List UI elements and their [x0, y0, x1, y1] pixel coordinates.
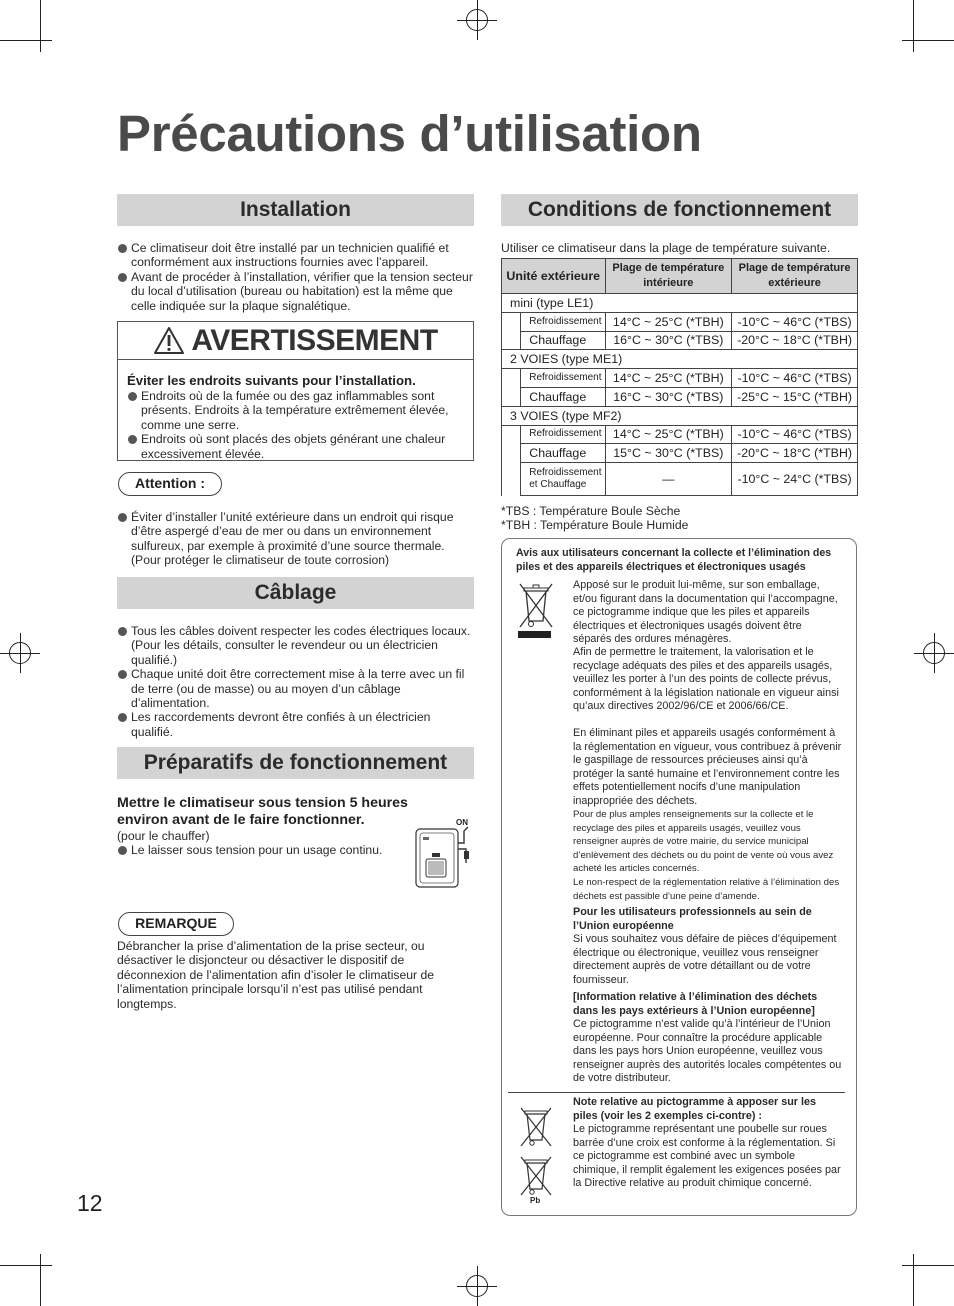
table-cell: 14°C ~ 25°C (*TBH) [605, 425, 732, 444]
warning-title-bar [118, 322, 473, 360]
disposal-paragraph: Le non-respect de la réglementation relative à l’élimination des déchets est passible d’une peine d’amende. [573, 877, 840, 902]
power-unit-icon [414, 823, 472, 889]
table-cell: Refroidissement et Chauffage [521, 463, 605, 496]
footnote: *TBS : Température Boule Sèche [501, 504, 681, 518]
non-eu-title: [Information relative à l’élimination des déchets dans les pays extérieurs à l’Union européenne] [573, 991, 818, 1017]
preparatifs-heading: Préparatifs de fonctionnement [117, 747, 474, 779]
divider [508, 1092, 845, 1093]
preparatifs-note: (pour le chauffer) [117, 829, 210, 843]
list-item: Avant de procéder à l’installation, vérifier que la tension secteur du local d’utilisation (bureau ou habitation) est la même que celle indiquée sur la plaque signalétique. [117, 270, 473, 313]
registration-mark [0, 633, 40, 673]
table-cell: Chauffage [521, 331, 605, 350]
table-header: Plage de température extérieure [732, 259, 858, 294]
warning-list [127, 389, 465, 461]
disposal-paragraph: Pour de plus amples renseignements sur la collecte et le recyclage des piles et appareils usagés, veuillez vous renseigner auprès de votre mairie, du service municipal d’enlèvement des déchets ou du point de vente où vous avez acheté les articles concernés. [573, 809, 834, 875]
disposal-notice-title: Avis aux utilisateurs concernant la collecte et l’élimination des piles et des appareils électriques et électroniques usagés [516, 547, 832, 573]
list-item: Chaque unité doit être correctement mise à la terre avec un fil de terre (ou de masse) ou au moyen d’un câblage d’alimentation. [117, 667, 473, 710]
table-cell: Refroidissement [521, 312, 605, 331]
crop-mark [0, 1265, 52, 1266]
page-title: Précautions d’utilisation [117, 105, 702, 162]
remarque-text: Débrancher la prise d’alimentation de la prise secteur, ou désactiver le disjoncteur ou désactiver le dispositif de déconnexion de l’alimentation afin d’isoler le climatiseur de l’alimentation principale lorsqu’il n’est pas utilisé pendant longtemps. [117, 939, 435, 1011]
crossed-bin-icon [516, 1106, 556, 1148]
table-cell: Chauffage [521, 444, 605, 463]
preparatifs-instruction: Mettre le climatiseur sous tension 5 heures environ avant de le faire fonctionner. [117, 795, 408, 828]
warning-box [117, 321, 474, 461]
pb-label: Pb [530, 1196, 541, 1205]
list-item: Tous les câbles doivent respecter les codes électriques locaux. (Pour les détails, consulter le revendeur ou un électricien qualifié.) [117, 624, 473, 667]
temperature-table [501, 258, 858, 496]
table-group: mini (type LE1) [502, 294, 858, 313]
table-cell: -20°C ~ 18°C (*TBH) [732, 331, 858, 350]
disposal-paragraph: En éliminant piles et appareils usagés conformément à la réglementation en vigueur, vous contribuez à prévenir le gaspillage de ressources précieuses ainsi qu’à protéger la santé humaine et l’environnement contre les effets potentiellement nocifs d’une manipulation inappropriée des déchets. [573, 727, 842, 807]
crossed-bin-pb-icon [516, 1155, 556, 1197]
installation-list [117, 241, 473, 313]
table-group: 2 VOIES (type ME1) [502, 350, 858, 369]
crop-mark [902, 1265, 954, 1266]
disposal-paragraph: Afin de permettre le traitement, la valorisation et le recyclage adéquats des piles et des appareils usagés, veuillez les porter à l’un des points de collecte prévus, conformément à la législation nationale en vigueur ainsi qu’aux directives 2002/96/CE et 2006/66/CE. [573, 646, 839, 712]
remarque-label: REMARQUE [118, 912, 234, 936]
table-cell: 16°C ~ 30°C (*TBS) [605, 331, 732, 350]
crop-mark [913, 0, 914, 52]
device-on-label: ON [456, 818, 468, 827]
page-number: 12 [77, 1190, 103, 1216]
table-cell: Chauffage [521, 387, 605, 406]
table-cell: Refroidissement [521, 369, 605, 388]
table-footnotes [501, 504, 858, 532]
warning-title: AVERTISSEMENT [191, 323, 438, 357]
footnote: *TBH : Température Boule Humide [501, 518, 689, 532]
table-cell: Refroidissement [521, 425, 605, 444]
crop-mark [40, 1254, 41, 1306]
pictogram-note-title: Note relative au pictogramme à apposer sur les piles (voir les 2 exemples ci-contre) : [573, 1096, 817, 1122]
list-item: Ce climatiseur doit être installé par un technicien qualifié et conformément aux instructions fournies avec l’appareil. [117, 241, 473, 270]
cablage-list [117, 624, 473, 739]
table-group: 3 VOIES (type MF2) [502, 406, 858, 425]
disposal-paragraph: Apposé sur le produit lui-même, sur son emballage, et/ou figurant dans la documentation qui l’accompagne, ce pictogramme indique que les piles et appareils électriques et électroniques usagés doivent être séparés des ordures ménagères. [573, 579, 838, 645]
outdoor-unit-illustration [414, 818, 472, 889]
table-cell: -25°C ~ 15°C (*TBH) [732, 387, 858, 406]
table-cell: -10°C ~ 46°C (*TBS) [732, 425, 858, 444]
list-item: Les raccordements devront être confiés à un électricien qualifié. [117, 710, 473, 739]
crop-mark [902, 40, 954, 41]
conditions-heading: Conditions de fonctionnement [501, 194, 858, 226]
table-header: Plage de température intérieure [605, 259, 732, 294]
professional-users-title: Pour les utilisateurs professionnels au sein de l’Union européenne [573, 906, 812, 932]
table-cell: — [605, 463, 732, 496]
registration-mark [914, 633, 954, 673]
table-header: Unité extérieure [502, 259, 606, 294]
list-item: Le laisser sous tension pour un usage continu. [117, 843, 407, 857]
table-cell: -10°C ~ 24°C (*TBS) [732, 463, 858, 496]
pictogram-note-text: Le pictogramme représentant une poubelle sur roues barrée d’une croix est conforme à la réglementation. Si ce pictogramme est combiné avec un symbole chimique, il remplit également les exigences posées par la Directive relative au produit chimique concerné. [573, 1123, 841, 1189]
crop-mark [913, 1254, 914, 1306]
table-cell: 15°C ~ 30°C (*TBS) [605, 444, 732, 463]
attention-list [117, 510, 473, 568]
professional-users-text: Si vous souhaitez vous défaire de pièces d’équipement électrique ou électronique, veuillez vous renseigner directement auprès de votre détaillant ou de votre fournisseur. [573, 933, 837, 986]
table-cell: -20°C ~ 18°C (*TBH) [732, 444, 858, 463]
table-cell: -10°C ~ 46°C (*TBS) [732, 369, 858, 388]
crop-mark [40, 0, 41, 52]
preparatifs-list [117, 843, 407, 857]
table-cell: 16°C ~ 30°C (*TBS) [605, 387, 732, 406]
installation-heading: Installation [117, 194, 474, 226]
list-item: Endroits où de la fumée ou des gaz inflammables sont présents. Endroits à la température extrêmement élevée, comme une serre. [127, 389, 465, 432]
list-item: Endroits où sont placés des objets générant une chaleur excessivement élevée. [127, 432, 465, 461]
warning-icon [153, 326, 185, 355]
warning-subtitle: Éviter les endroits suivants pour l’installation. [127, 373, 416, 388]
registration-mark [457, 1266, 497, 1306]
table-cell: 14°C ~ 25°C (*TBH) [605, 369, 732, 388]
conditions-intro: Utiliser ce climatiseur dans la plage de température suivante. [501, 241, 831, 255]
registration-mark [457, 0, 497, 40]
table-cell: -10°C ~ 46°C (*TBS) [732, 312, 858, 331]
table-cell: 14°C ~ 25°C (*TBH) [605, 312, 732, 331]
crossed-bin-icon [516, 581, 556, 643]
list-item: Éviter d’installer l’unité extérieure dans un endroit qui risque d’être aspergé d’eau de mer ou dans un environnement sulfureux, par exemple à proximité d’une source thermale. (Pour protéger le climatiseur de toute corrosion) [117, 510, 473, 568]
non-eu-text: Ce pictogramme n’est valide qu’à l’intérieur de l’Union européenne. Pour connaître la procédure applicable dans les pays hors Union européenne, veuillez vous renseigner auprès des autorités locales compétentes ou de votre distributeur. [573, 1018, 842, 1084]
cablage-heading: Câblage [117, 577, 474, 609]
disposal-notice-box [501, 538, 857, 1216]
crop-mark [0, 40, 52, 41]
attention-label: Attention : [118, 472, 222, 496]
